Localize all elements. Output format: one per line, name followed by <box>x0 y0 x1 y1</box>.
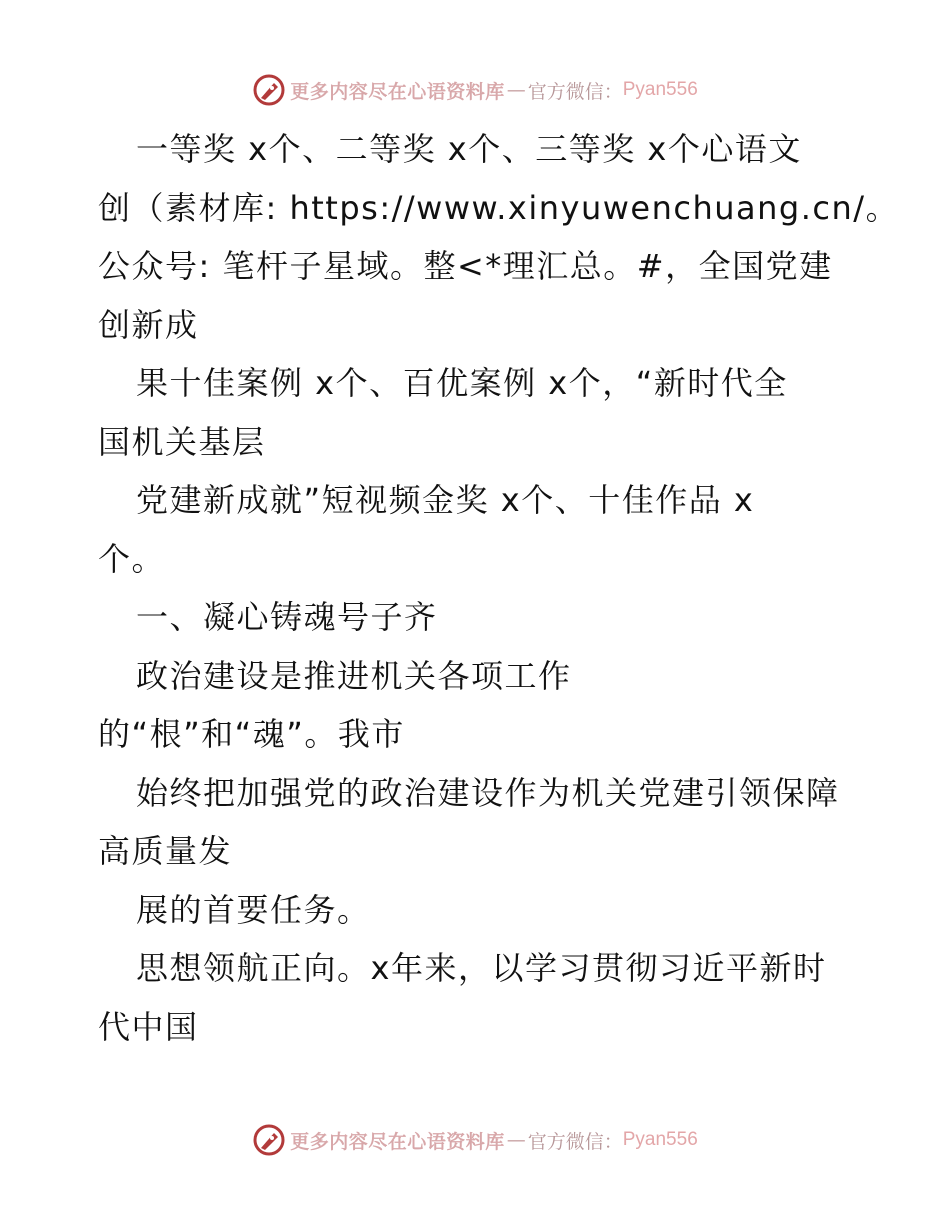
watermark-dash: — <box>506 1129 526 1151</box>
text-line: 创（素材库: https://www.xinyuwenchuang.cn/。 <box>98 188 900 227</box>
text-line: 始终把加强党的政治建设作为机关党建引领保障 <box>136 773 840 812</box>
watermark-dash: — <box>506 79 526 101</box>
header-watermark-banner <box>0 70 950 110</box>
watermark-label: 官方微信： <box>527 1130 623 1153</box>
watermark-id: Pyan556 <box>622 79 698 100</box>
text-line: 的“根”和“魂”。我市 <box>98 715 405 753</box>
pen-nib-icon <box>252 73 286 107</box>
text-line: 创新成 <box>98 305 199 344</box>
text-line: 思想领航正向。x年来，以学习贯彻习近平新时 <box>136 949 827 987</box>
text-line: 果十佳案例 x个、百优案例 x个，“新时代全 <box>136 364 788 402</box>
text-line: 展的首要任务。 <box>136 890 371 929</box>
document-body <box>98 120 900 1056</box>
footer-watermark-banner <box>0 1120 950 1160</box>
pen-nib-icon <box>252 1123 286 1157</box>
text-line: 个。 <box>98 539 166 578</box>
watermark-text: 更多内容尽在心语资料库 <box>290 1130 505 1153</box>
text-line: 政治建设是推进机关各项工作 <box>136 656 572 695</box>
text-line: 党建新成就”短视频金奖 x个、十佳作品 x <box>136 481 755 519</box>
watermark-id: Pyan556 <box>622 1129 698 1150</box>
text-line: 一等奖 x个、二等奖 x个、三等奖 x个心语文 <box>136 130 802 168</box>
text-line: 国机关基层 <box>98 422 266 461</box>
watermark-label: 官方微信： <box>527 80 623 103</box>
section-heading: 一、凝心铸魂号子齐 <box>136 598 438 636</box>
text-line: 高质量发 <box>98 832 233 870</box>
text-line: 代中国 <box>98 1007 199 1046</box>
watermark-text: 更多内容尽在心语资料库 <box>290 80 505 103</box>
text-line: 公众号: 笔杆子星域。整<*理汇总。#，全国党建 <box>98 247 833 285</box>
